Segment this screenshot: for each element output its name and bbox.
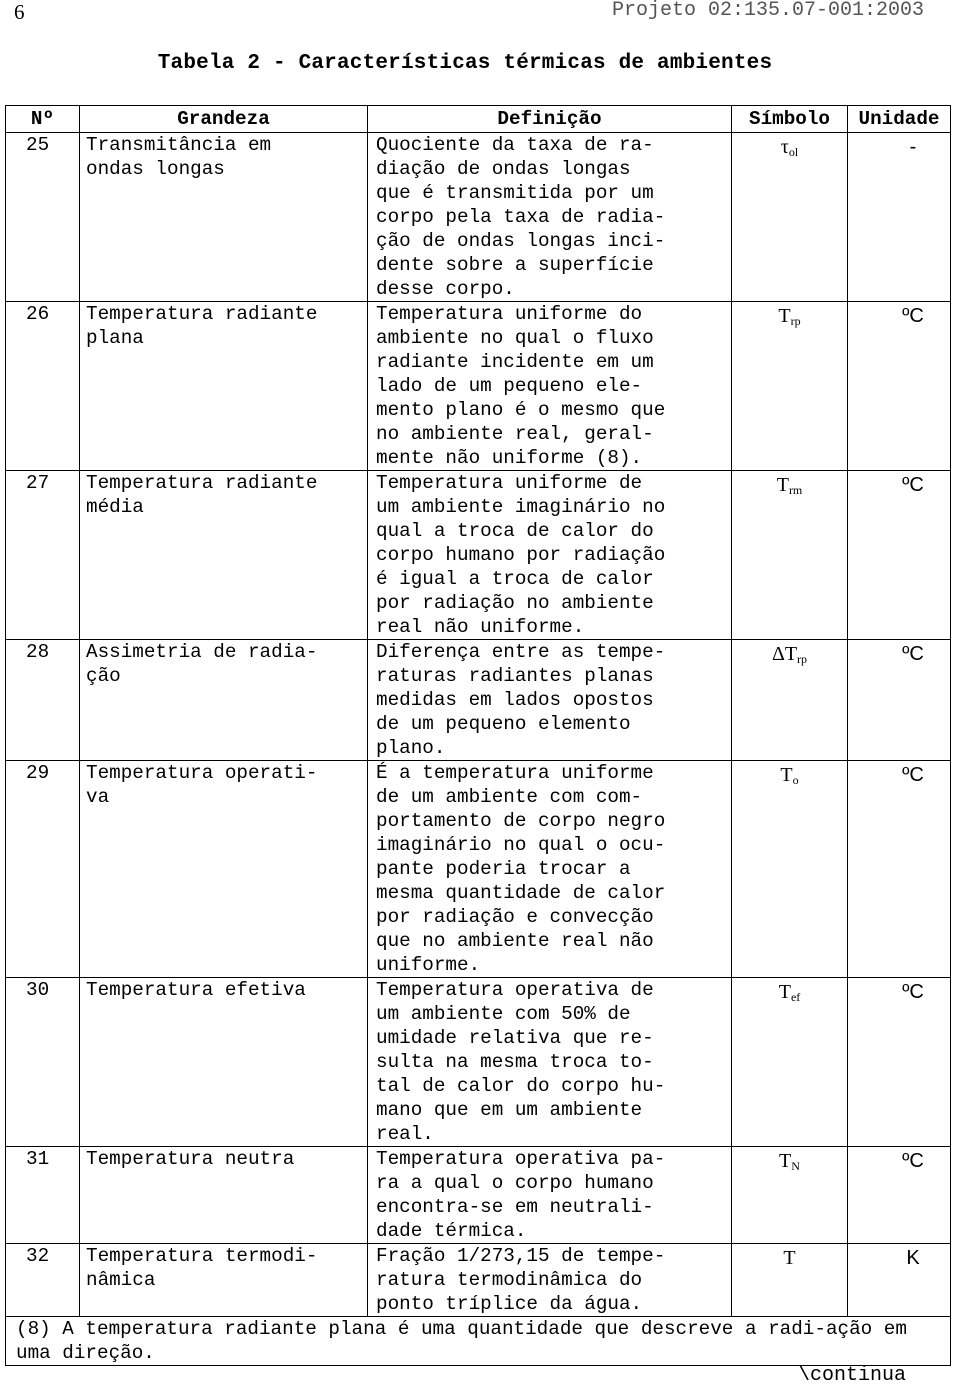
row-definicao: É a temperatura uniforme de um ambiente com com- portamento de corpo negro imaginário no qual o ocu- pante poderia trocar a mesma quantidade de calor por radiação e convecção que no ambiente real não uniforme.: [368, 761, 732, 978]
symbol-subscript: rp: [797, 652, 808, 666]
table-title: Tabela 2 - Características térmicas de ambientes: [157, 52, 773, 75]
header-num: Nº: [6, 106, 80, 133]
row-definicao: Temperatura uniforme de um ambiente imaginário no qual a troca de calor do corpo humano por radiação é igual a troca de calor por radiação no ambiente real não uniforme.: [368, 471, 732, 640]
row-unidade: [848, 471, 951, 640]
row-number: 26: [6, 302, 80, 471]
row-unidade: [848, 133, 951, 302]
row-unidade: [848, 640, 951, 761]
unit-value: ºC: [902, 981, 924, 1003]
row-unidade: [848, 1244, 951, 1317]
table-row: [6, 471, 951, 640]
page-number: 6: [14, 0, 25, 24]
thermal-characteristics-table: [5, 105, 951, 1366]
row-unidade: [848, 978, 951, 1147]
symbol-base: τ: [780, 136, 789, 158]
symbol-base: T: [779, 1150, 792, 1172]
row-simbolo: [732, 978, 848, 1147]
symbol-base: T: [778, 981, 791, 1003]
symbol-subscript: rp: [790, 314, 801, 328]
continuation-marker: \continua: [798, 1364, 907, 1387]
row-number: 28: [6, 640, 80, 761]
footnote: (8) A temperatura radiante plana é uma quantidade que descreve a radi-ação em uma direção.: [6, 1317, 951, 1366]
row-unidade: [848, 1147, 951, 1244]
row-definicao: Diferença entre as tempe- raturas radiantes planas medidas em lados opostos de um pequeno elemento plano.: [368, 640, 732, 761]
unit-value: ºC: [902, 643, 924, 665]
row-grandeza: Temperatura radiante média: [80, 471, 368, 640]
row-simbolo: [732, 302, 848, 471]
symbol-subscript: rm: [788, 483, 803, 497]
row-number: 25: [6, 133, 80, 302]
row-definicao: Fração 1/273,15 de tempe- ratura termodinâmica do ponto tríplice da água.: [368, 1244, 732, 1317]
table-row: [6, 640, 951, 761]
header-unidade: Unidade: [848, 106, 951, 133]
table-row: [6, 761, 951, 978]
unit-value: ºC: [902, 474, 924, 496]
row-number: 32: [6, 1244, 80, 1317]
row-number: 30: [6, 978, 80, 1147]
row-grandeza: Temperatura efetiva: [80, 978, 368, 1147]
row-grandeza: Transmitância em ondas longas: [80, 133, 368, 302]
symbol-subscript: ol: [788, 145, 799, 159]
row-grandeza: Temperatura radiante plana: [80, 302, 368, 471]
symbol-base: T: [778, 305, 791, 327]
table-row: [6, 1244, 951, 1317]
row-number: 27: [6, 471, 80, 640]
header-simbolo: Símbolo: [732, 106, 848, 133]
unit-value: ºC: [902, 1150, 924, 1172]
table-row: [6, 133, 951, 302]
row-definicao: Temperatura uniforme do ambiente no qual o fluxo radiante incidente em um lado de um pequeno ele- mento plano é o mesmo que no ambiente real, geral- mente não uniforme (8).: [368, 302, 732, 471]
row-definicao: Temperatura operativa pa- ra a qual o corpo humano encontra-se em neutrali- dade térmica.: [368, 1147, 732, 1244]
symbol-subscript: o: [792, 773, 799, 787]
unit-value: K: [906, 1247, 920, 1269]
table-row: [6, 1147, 951, 1244]
row-unidade: [848, 302, 951, 471]
row-simbolo: [732, 640, 848, 761]
row-number: 31: [6, 1147, 80, 1244]
row-unidade: [848, 761, 951, 978]
footnote-row: [6, 1317, 951, 1366]
table-row: [6, 302, 951, 471]
unit-value: -: [909, 136, 917, 158]
unit-value: ºC: [902, 764, 924, 786]
row-simbolo: [732, 1244, 848, 1317]
row-grandeza: Temperatura neutra: [80, 1147, 368, 1244]
table-row: [6, 978, 951, 1147]
header-grandeza: Grandeza: [80, 106, 368, 133]
project-reference: Projeto 02:135.07-001:2003: [611, 0, 924, 22]
symbol-subscript: ef: [790, 990, 801, 1004]
row-grandeza: Temperatura operati- va: [80, 761, 368, 978]
unit-value: ºC: [902, 305, 924, 327]
symbol-subscript: N: [791, 1159, 800, 1173]
row-simbolo: [732, 471, 848, 640]
symbol-base: T: [780, 764, 793, 786]
header-definicao: Definição: [368, 106, 732, 133]
symbol-base: T: [783, 1247, 796, 1269]
table-header-row: [6, 106, 951, 133]
row-grandeza: Assimetria de radia- ção: [80, 640, 368, 761]
row-definicao: Quociente da taxa de ra- diação de ondas longas que é transmitida por um corpo pela taxa de radia- ção de ondas longas inci- dente sobre a superfície desse corpo.: [368, 133, 732, 302]
row-number: 29: [6, 761, 80, 978]
row-grandeza: Temperatura termodi- nâmica: [80, 1244, 368, 1317]
symbol-base: T: [776, 474, 789, 496]
row-simbolo: [732, 1147, 848, 1244]
row-definicao: Temperatura operativa de um ambiente com 50% de umidade relativa que re- sulta na mesma troca to- tal de calor do corpo hu- mano que em um ambiente real.: [368, 978, 732, 1147]
symbol-base: ΔT: [771, 643, 798, 665]
row-simbolo: [732, 761, 848, 978]
row-simbolo: [732, 133, 848, 302]
